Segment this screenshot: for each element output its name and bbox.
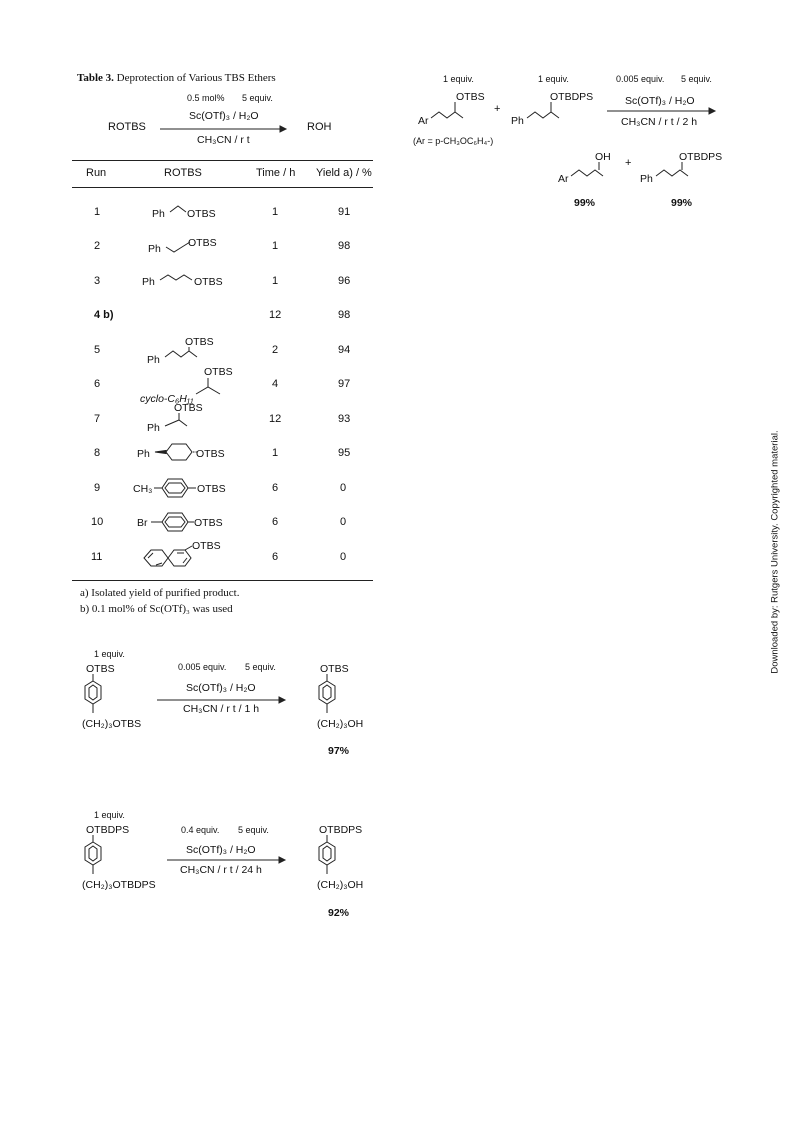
time-value: 6 [272, 516, 279, 528]
header-rotbs: ROTBS [164, 167, 202, 179]
structure-run-10 [136, 508, 246, 536]
yield-2: 99% [671, 197, 693, 209]
svg-text:cyclo-C₆H₁₁: cyclo-C₆H₁₁ [140, 393, 194, 405]
structure-run-11 [140, 536, 240, 572]
svg-text:Ph: Ph [147, 354, 160, 366]
structure-run-6 [138, 362, 278, 404]
reagent-line-2: CH₃CN / r t / 24 h [180, 864, 262, 876]
yield-value: 0 [340, 551, 347, 563]
run-number: 6 [94, 378, 101, 390]
yield-value: 94 [338, 344, 351, 356]
equiv-label: 1 equiv. [94, 649, 125, 659]
svg-text:(CH₂)₃OH: (CH₂)₃OH [317, 718, 364, 730]
svg-text:Br: Br [137, 517, 148, 529]
svg-text:OTBS: OTBS [194, 276, 223, 288]
product-label: ROH [307, 121, 332, 133]
catalyst-equiv: 0.4 equiv. [181, 825, 220, 835]
svg-text:OTBS: OTBS [185, 336, 214, 348]
svg-text:OTBDPS: OTBDPS [550, 91, 594, 103]
table-top-rule [72, 160, 373, 161]
product-otbdps-oh [313, 820, 403, 896]
time-value: 6 [272, 551, 279, 563]
svg-text:OTBS: OTBS [204, 366, 233, 378]
svg-text:Ph: Ph [137, 448, 150, 460]
time-value: 1 [272, 275, 279, 287]
download-watermark [770, 432, 780, 672]
yield-value: 93 [338, 413, 351, 425]
plus-sign: + [494, 103, 501, 115]
run-number: 3 [94, 275, 101, 287]
svg-text:OTBS: OTBS [197, 483, 226, 495]
time-value: 1 [272, 206, 279, 218]
yield-value: 92% [328, 907, 350, 919]
svg-text:CH₃: CH₃ [133, 483, 153, 495]
time-value: 2 [272, 344, 279, 356]
table-caption-text: Deprotection of Various TBS Ethers [116, 72, 276, 84]
yield-value: 95 [338, 447, 351, 459]
svg-text:OTBS: OTBS [187, 208, 216, 220]
reagent-line-1: Sc(OTf)₃ / H₂O [625, 95, 695, 107]
yield-value: 98 [338, 309, 351, 321]
table-caption [77, 72, 276, 84]
yield-1: 99% [574, 197, 596, 209]
product-ar-oh [555, 148, 625, 186]
catalyst-equiv: 0.005 equiv. [616, 74, 665, 84]
run-number: 10 [91, 516, 104, 528]
run-number: 5 [94, 344, 101, 356]
svg-text:Ar: Ar [558, 173, 569, 185]
svg-text:OTBS: OTBS [174, 402, 203, 414]
substrate-ph-otbdps [508, 88, 598, 128]
svg-text:OH: OH [595, 151, 611, 163]
catalyst-loading: 0.5 mol% [187, 93, 225, 103]
product-ph-otbdps [637, 148, 737, 186]
ar-definition: (Ar = p-CH₃OC₆H₄-) [413, 136, 494, 146]
catalyst-equiv: 0.005 equiv. [178, 662, 227, 672]
run-number: 2 [94, 240, 101, 252]
time-value: 12 [269, 413, 282, 425]
svg-text:Ph: Ph [148, 243, 161, 255]
svg-text:(CH₂)₃OTBS: (CH₂)₃OTBS [82, 718, 142, 730]
watermark-text: Downloaded by: Rutgers University. Copyrighted material. [769, 430, 781, 674]
run-number: 8 [94, 447, 101, 459]
run-number: 9 [94, 482, 101, 494]
water-equiv: 5 equiv. [238, 825, 269, 835]
svg-text:OTBDPS: OTBDPS [319, 824, 363, 836]
svg-text:OTBDPS: OTBDPS [86, 824, 130, 836]
equiv-label: 1 equiv. [94, 810, 125, 820]
reagent-line-2: CH₃CN / r t [197, 134, 250, 146]
run-number: 1 [94, 206, 101, 218]
svg-text:Ph: Ph [147, 422, 160, 434]
table-caption-label: Table 3. [77, 72, 114, 84]
header-time: Time / h [256, 167, 296, 179]
svg-text:Ph: Ph [142, 276, 155, 288]
yield-value: 91 [338, 206, 351, 218]
equiv-label: 1 equiv. [538, 74, 569, 84]
structure-run-7 [146, 400, 226, 436]
reaction-arrow [607, 108, 717, 116]
run-number: 11 [91, 551, 103, 563]
structure-run-1 [150, 200, 250, 225]
reagent-line-2: CH₃CN / r t / 1 h [183, 703, 260, 715]
water-equiv: 5 equiv. [245, 662, 276, 672]
yield-value: 97% [328, 745, 350, 757]
water-equiv: 5 equiv. [242, 93, 273, 103]
product-otbs-oh [313, 659, 393, 735]
reaction-arrow [160, 126, 290, 134]
yield-value: 96 [338, 275, 351, 287]
svg-text:OTBS: OTBS [86, 663, 115, 675]
time-value: 12 [269, 309, 282, 321]
reagent-line-2: CH₃CN / r t / 2 h [621, 116, 698, 128]
svg-text:OTBS: OTBS [456, 91, 485, 103]
water-equiv: 5 equiv. [681, 74, 712, 84]
header-run: Run [86, 167, 107, 179]
time-value: 1 [272, 240, 279, 252]
reagent-line-1: Sc(OTf)₃ / H₂O [186, 844, 256, 856]
footnote-b: b) 0.1 mol% of Sc(OTf)₃ was used [80, 603, 233, 615]
equiv-label: 1 equiv. [443, 74, 474, 84]
svg-text:OTBS: OTBS [320, 663, 349, 675]
structure-run-9 [132, 474, 242, 502]
svg-text:Ar: Ar [418, 115, 429, 127]
time-value: 6 [272, 482, 279, 494]
svg-text:OTBS: OTBS [196, 448, 225, 460]
time-value: 1 [272, 447, 279, 459]
time-value: 4 [272, 378, 279, 390]
reagent-line-1: Sc(OTf)₃ / H₂O [186, 682, 256, 694]
yield-value: 0 [340, 482, 347, 494]
reagent-line-1: Sc(OTf)₃ / H₂O [189, 110, 259, 122]
yield-value: 0 [340, 516, 347, 528]
svg-text:Ph: Ph [640, 173, 653, 185]
structure-run-3 [142, 268, 242, 293]
table-header-rule [72, 187, 373, 188]
svg-text:(CH₂)₃OH: (CH₂)₃OH [317, 879, 364, 891]
table-bottom-rule [72, 580, 373, 581]
plus-sign: + [625, 157, 632, 169]
svg-text:(CH₂)₃OTBDPS: (CH₂)₃OTBDPS [82, 879, 156, 891]
substrate-label: ROTBS [108, 121, 146, 133]
svg-text:OTBDPS: OTBDPS [679, 151, 723, 163]
yield-value: 97 [338, 378, 351, 390]
run-number: 4 b) [94, 309, 114, 321]
yield-value: 98 [338, 240, 351, 252]
structure-run-8 [136, 440, 246, 466]
substrate-ar-otbs [414, 88, 494, 128]
svg-text:OTBS: OTBS [194, 517, 223, 529]
structure-run-2 [147, 232, 247, 257]
svg-text:OTBS: OTBS [188, 237, 217, 249]
svg-text:OTBS: OTBS [192, 540, 221, 552]
header-yield: Yield a) / % [316, 167, 372, 179]
run-number: 7 [94, 413, 101, 425]
svg-text:Ph: Ph [511, 115, 524, 127]
footnote-a: a) Isolated yield of purified product. [80, 587, 240, 599]
svg-text:Ph: Ph [152, 208, 165, 220]
